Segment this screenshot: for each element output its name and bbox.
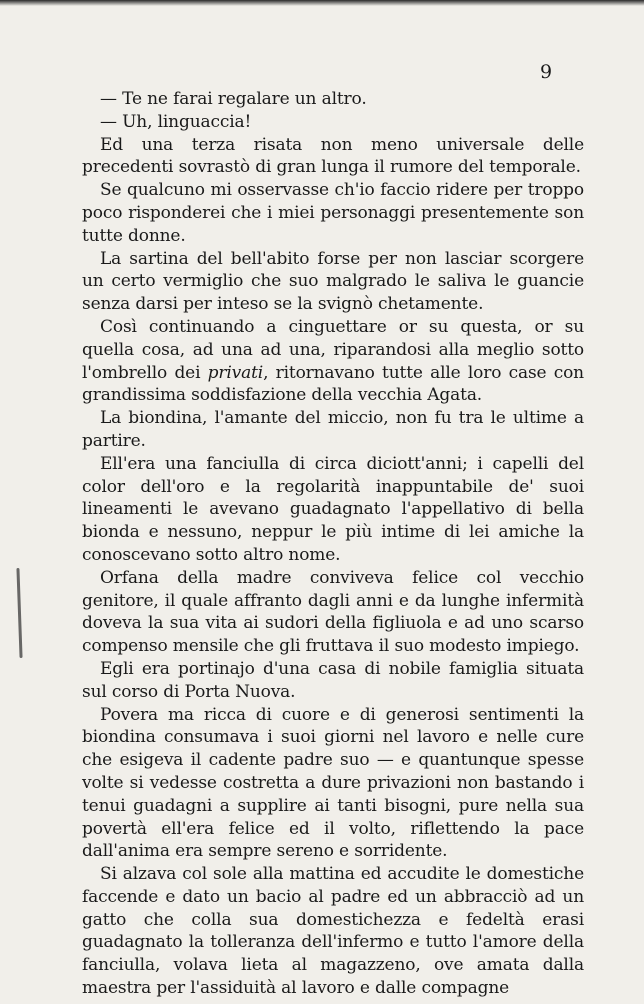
paragraph-text: , ritornavano tutte alle loro case con grandissima soddisfazione della vecchia Agata. <box>82 362 584 406</box>
paragraph-text: Così continuando a cinguettare or su questa, or su quella cosa, ad una ad una, riparandosi alla meglio sotto l'ombrello dei <box>82 316 584 383</box>
paragraph-last: Si alzava col sole alla mattina ed accudite le domestiche faccende e dato un bacio al padre ed un abbracciò ad un gatto che colla sua domestichezza e fedeltà erasi guadagnato la tolleranza dell'infermo e tutto l'amore della fanciulla, volava lieta al magazzeno, ove amata dalla maestra per l'assiduità al lavoro e dalle compagne <box>82 864 584 999</box>
paragraph: Egli era portinajo d'una casa di nobile famiglia situata sul corso di Porta Nuova. <box>82 658 584 702</box>
italic-word: privati <box>207 362 264 383</box>
scan-margin-mark <box>16 568 22 658</box>
paragraph: La sartina del bell'abito forse per non lasciar scorgere un certo vermiglio che suo malgrado le saliva le guancie senza darsi per inteso se la svignò chetamente. <box>82 248 584 315</box>
scan-top-edge <box>0 0 644 6</box>
paragraph: Se qualcuno mi osservasse ch'io faccio ridere per troppo poco risponderei che i miei personaggi presentemente son tutte donne. <box>82 180 584 246</box>
paragraph-dialogue-2: — Uh, linguaccia! <box>100 111 252 132</box>
paragraph: La biondina, l'amante del miccio, non fu tra le ultime a partire. <box>82 408 584 451</box>
paragraph: Ell'era una fanciulla di circa diciott'anni; i capelli del color dell'oro e la regolarità inappuntabile de' suoi lineamenti le avevano guadagnato l'appellativo di bella bionda e nessuno, neppur le più intime di lei amiche la conoscevano sotto altro nome. <box>82 453 584 565</box>
paragraph: Orfana della madre conviveva felice col vecchio genitore, il quale affranto dagli anni e da lunghe infermità doveva la sua vita ai sudori della figliuola e ad uno scarso compenso mensile che gli fruttava il suo modesto impiego. <box>82 567 584 657</box>
paragraph-dialogue-1: — Te ne farai regalare un altro. <box>100 89 367 109</box>
paragraph: Ed una terza risata non meno universale delle precedenti sovrastò di gran lunga il rumore del temporale. <box>82 134 584 178</box>
body-text <box>82 88 584 1000</box>
paragraph: Povera ma ricca di cuore e di generosi sentimenti la biondina consumava i suoi giorni nel lavoro e nelle cure che esigeva il cadente padre suo — e quantunque spesse volte si vedesse costretta a dure privazioni non bastando i tenui guadagni a supplire ai tanti bisogni, pure nella sua povertà ell'era felice ed il volto, riflettendo la pace dall'anima era sempre sereno e sorridente. <box>82 704 584 862</box>
page-number: 9 <box>540 61 553 83</box>
paragraph <box>82 316 584 407</box>
